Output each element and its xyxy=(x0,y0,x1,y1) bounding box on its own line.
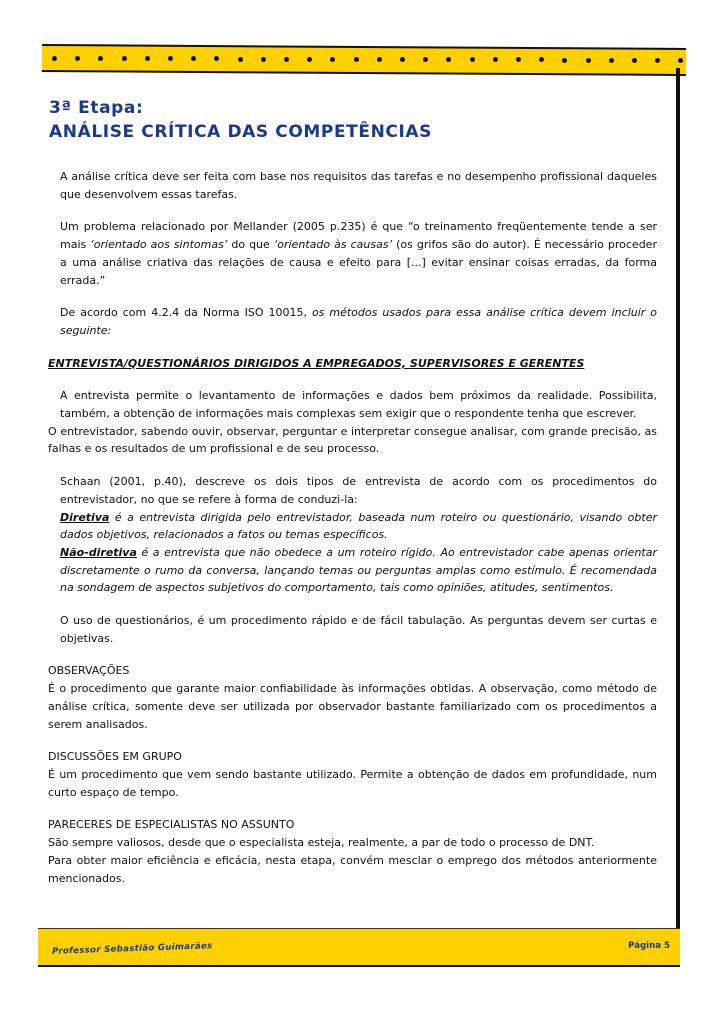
emphasis-text: ‘orientado aos sintomas’ xyxy=(90,238,228,252)
paragraph-directive xyxy=(48,509,657,544)
dot-icon xyxy=(354,57,359,62)
expert-text-2: Para obter maior eficiência e eficácia, nesta etapa, convém mesclar o emprego dos métodos anteriormente mencionados. xyxy=(48,853,657,885)
text-segment: é a entrevista dirigida pelo entrevistador, baseada num roteiro ou questionário, visando obter dados objetivos, relacionados a fatos ou temas específicos. xyxy=(60,510,657,542)
dot-icon xyxy=(284,57,289,62)
dot-icon xyxy=(52,56,57,61)
section-discussions xyxy=(48,748,657,801)
dot-icon xyxy=(609,58,614,63)
discussions-title: DISCUSSÕES EM GRUPO xyxy=(48,750,182,764)
text-segment: do que xyxy=(227,238,274,252)
text-segment: De acordo com 4.2.4 da Norma ISO 10015, xyxy=(60,306,312,320)
dot-icon xyxy=(516,57,521,62)
paragraph-questionnaires: O uso de questionários, é um procedimento rápido e de fácil tabulação. As perguntas devem ser curtas e objetivas. xyxy=(60,614,657,645)
document-body xyxy=(48,168,657,902)
emphasis-text: ‘orientado às causas’ xyxy=(273,238,393,252)
dot-icon xyxy=(400,57,405,62)
observations-text: É o procedimento que garante maior confiabilidade às informações obtidas. A observação, como método de análise crítica, somente deve ser utilizada por observador bastante familiarizado com os procedimentos a serem analisados. xyxy=(48,682,657,731)
emphasis-text: os métodos usados para essa análise crítica devem incluir o seguinte: xyxy=(60,306,658,337)
dot-icon xyxy=(678,58,683,63)
page-title xyxy=(49,96,432,144)
observations-title: OBSERVAÇÕES xyxy=(48,664,130,678)
dot-icon xyxy=(632,58,637,63)
dot-icon xyxy=(539,57,544,62)
dot-icon xyxy=(98,56,103,61)
title-step: 3ª Etapa: xyxy=(49,98,144,118)
dot-icon xyxy=(168,56,173,61)
paragraph-interviewer: O entrevistador, sabendo ouvir, observar, perguntar e interpretar consegue analisar, com grande precisão, as falhas e os resultados de um profissional e de seu processo. xyxy=(48,424,657,456)
footer-author: Professor Sebastião Guimarães xyxy=(51,941,213,957)
section-expert-opinions xyxy=(48,816,657,887)
paragraph-mellander xyxy=(48,218,657,289)
expert-text-1: São sempre valiosos, desde que o especialista esteja, realmente, a par de todo o processo de DNT. xyxy=(48,836,595,850)
paragraph-nondirective xyxy=(48,544,657,597)
text-segment: (os grifos são do autor). É necessário proceder a uma análise criativa das relações de causa e efeito para [...] evitar ensinar coisas erradas, da forma errada.” xyxy=(60,238,657,287)
right-border-bar xyxy=(676,68,680,964)
dot-icon xyxy=(446,57,451,62)
paragraph-iso xyxy=(48,304,657,339)
section-heading-interviews: ENTREVISTA/QUESTIONÁRIOS DIRIGIDOS A EMPREGADOS, SUPERVISORES E GERENTES xyxy=(48,356,585,370)
dot-icon xyxy=(75,56,80,61)
dot-icon xyxy=(122,56,127,61)
dot-icon xyxy=(330,57,335,62)
dot-icon xyxy=(655,58,660,63)
dot-icon xyxy=(586,58,591,63)
dot-icon xyxy=(145,56,150,61)
paragraph-interview-group xyxy=(48,387,657,458)
paragraph-interview: A entrevista permite o levantamento de informações e dados bem próximos da realidade. Possibilita, também, a obtenção de informações mais complexas sem exigir que o respondente tenha que escrever. xyxy=(60,389,657,421)
dot-icon xyxy=(261,57,266,62)
section-observations xyxy=(48,662,657,733)
dot-icon xyxy=(191,56,196,61)
expert-title: PARECERES DE ESPECIALISTAS NO ASSUNTO xyxy=(48,818,295,832)
paragraph-types-group xyxy=(48,473,657,597)
dot-icon xyxy=(562,58,567,63)
dot-icon xyxy=(423,57,428,62)
title-main: ANÁLISE CRÍTICA DAS COMPETÊNCIAS xyxy=(49,122,433,142)
dot-icon xyxy=(307,57,312,62)
paragraph-intro: A análise crítica deve ser feita com base nos requisitos das tarefas e no desempenho profissional daqueles que desenvolvem essas tarefas. xyxy=(60,170,657,201)
text-segment: Um problema relacionado por Mellander (2005 p.235) é que “o treinamento freqüentemente tende a ser mais xyxy=(60,220,657,252)
term-nondirective: Não-diretiva xyxy=(60,545,137,559)
dot-icon xyxy=(238,57,243,62)
dot-icon xyxy=(470,57,475,62)
text-segment: é a entrevista que não obedece a um roteiro rígido. Ao entrevistador cabe apenas orientar discretamente o rumo da conversa, lançando temas ou perguntas amplas como estímulo. É recomendada na sondagem de aspectos subjetivos do comportamento, tais como opiniões, atitudes, sentimentos. xyxy=(60,545,657,595)
dot-icon xyxy=(493,57,498,62)
decorative-dots xyxy=(52,56,692,64)
term-directive: Diretiva xyxy=(60,510,110,524)
footer-page-number: Página 5 xyxy=(628,941,670,951)
dot-icon xyxy=(214,56,219,61)
discussions-text: É um procedimento que vem sendo bastante utilizado. Permite a obtenção de dados em profundidade, num curto espaço de tempo. xyxy=(48,767,657,799)
paragraph-schaan: Schaan (2001, p.40), descreve os dois tipos de entrevista de acordo com os procedimentos do entrevistador, no que se refere à forma de conduzi-la: xyxy=(60,475,657,506)
dot-icon xyxy=(377,57,382,62)
